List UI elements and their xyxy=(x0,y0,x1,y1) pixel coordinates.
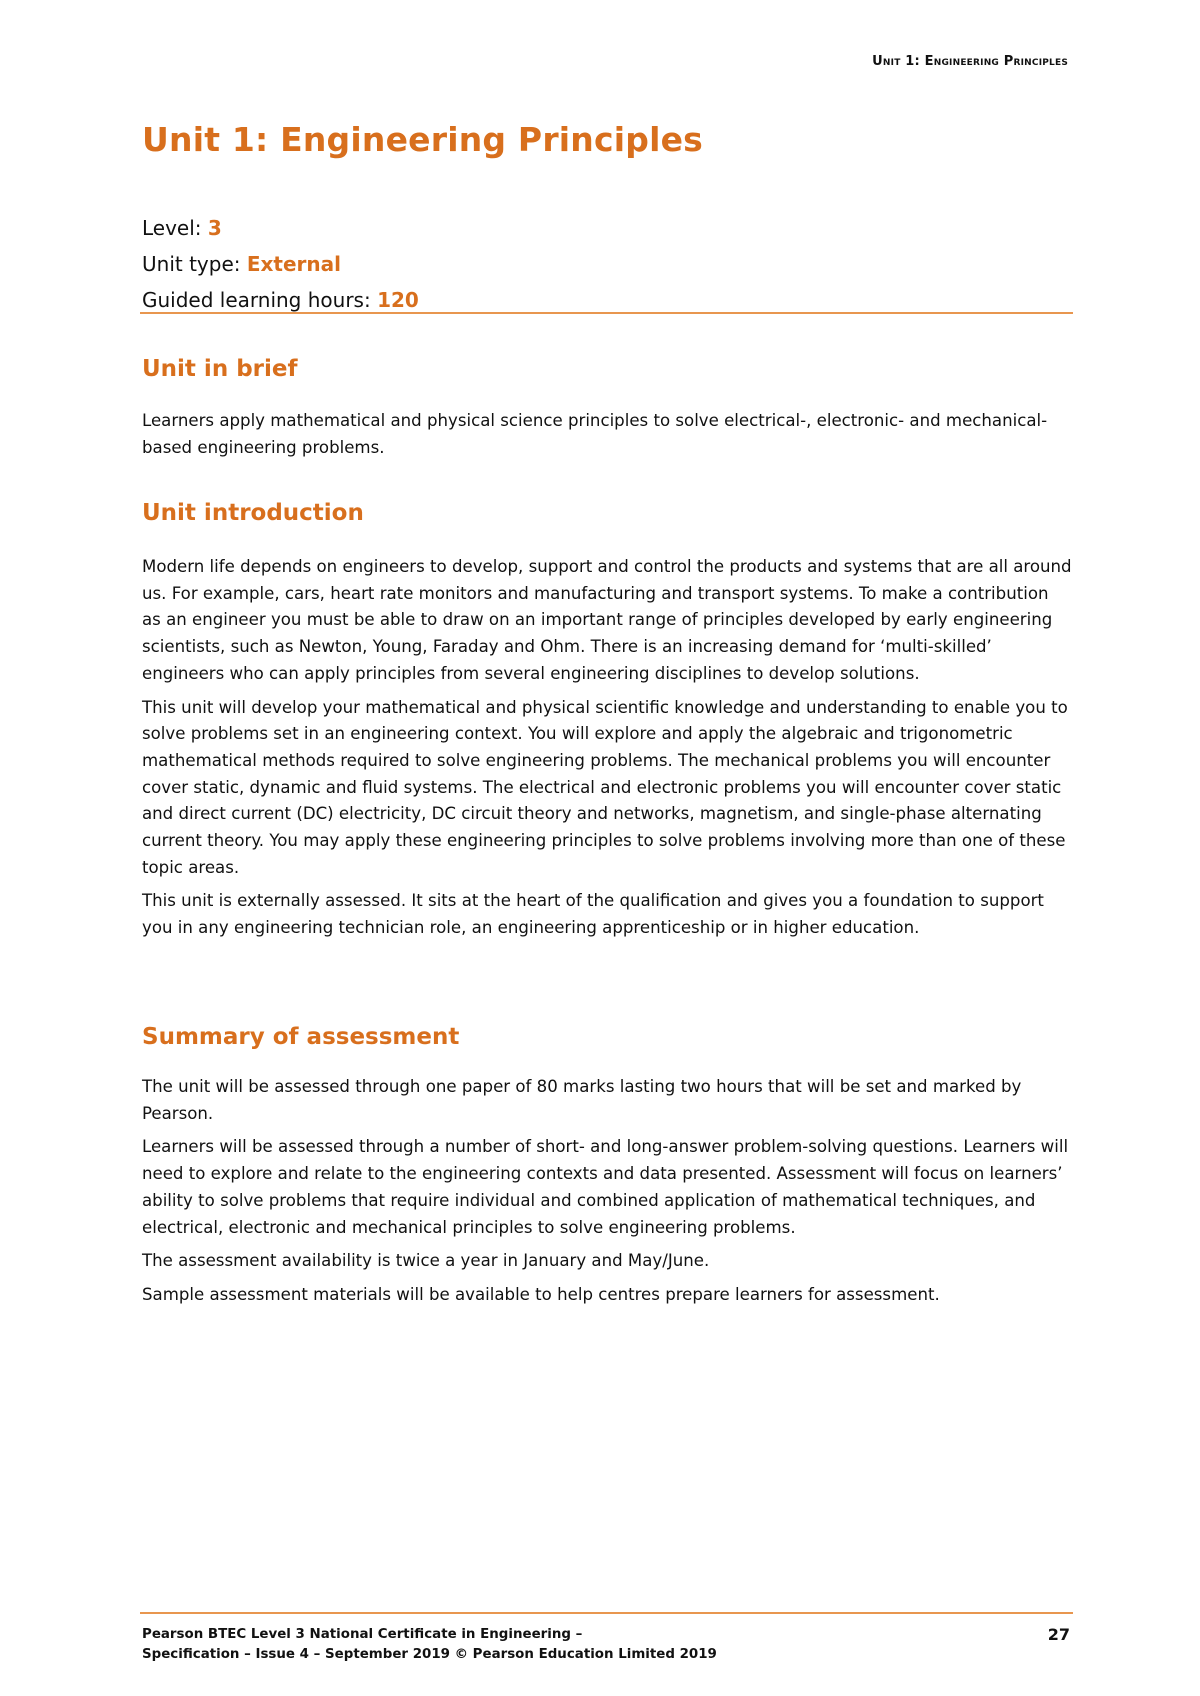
footer-line-2: Specification – Issue 4 – September 2019 © Pearson Education Limited 2019 xyxy=(142,1647,717,1662)
section-heading: Unit in brief xyxy=(142,356,298,382)
page-title: Unit 1: Engineering Principles xyxy=(142,120,704,159)
paragraph: Sample assessment materials will be available to help centres prepare learners for assessment. xyxy=(142,1284,940,1304)
paragraph: The unit will be assessed through one paper of 80 marks lasting two hours that will be set and marked by Pearson. xyxy=(142,1077,1022,1123)
section-heading: Summary of assessment xyxy=(142,1024,460,1050)
meta-divider xyxy=(140,312,1073,314)
meta-unit-type xyxy=(142,246,1072,282)
section-heading: Unit introduction xyxy=(142,500,364,526)
page-footer xyxy=(142,1625,1070,1665)
unit-meta xyxy=(142,210,1072,318)
paragraph: Learners apply mathematical and physical science principles to solve electrical-, electronic- and mechanical-based engineering problems. xyxy=(142,411,1048,457)
meta-level-label: Level: xyxy=(142,216,202,240)
paragraph: Modern life depends on engineers to develop, support and control the products and systems that are all around us. For example, cars, heart rate monitors and manufacturing and transport systems. To make a contribution as an engineer you must be able to draw on an important range of principles developed by early engineering scientists, such as Newton, Young, Faraday and Ohm. There is an increasing demand for ‘multi-skilled’ engineers who can apply principles from several engineering disciplines to develop solutions. xyxy=(142,557,1072,683)
paragraph: This unit is externally assessed. It sits at the heart of the qualification and gives you a foundation to support you in any engineering technician role, an engineering apprenticeship or in higher education. xyxy=(142,891,1044,938)
meta-unit-type-label: Unit type: xyxy=(142,252,241,276)
meta-level-value: 3 xyxy=(207,216,222,240)
footer-divider xyxy=(140,1612,1073,1614)
section-unit-in-brief xyxy=(142,356,1072,468)
running-head: Unit 1: Engineering Principles xyxy=(872,54,1068,69)
meta-level xyxy=(142,210,1072,246)
paragraph: The assessment availability is twice a year in January and May/June. xyxy=(142,1251,710,1271)
page-number: 27 xyxy=(1047,1625,1070,1644)
footer-line-1: Pearson BTEC Level 3 National Certificate in Engineering – xyxy=(142,1627,583,1642)
paragraph: Learners will be assessed through a number of short- and long-answer problem-solving questions. Learners will need to explore and relate to the engineering contexts and data presented. Assessment will focus on learners’ ability to solve problems that require individual and combined application of mathematical techniques, and electrical, electronic and mechanical principles to solve engineering problems. xyxy=(142,1137,1069,1237)
meta-unit-type-value: External xyxy=(246,252,341,276)
paragraph: This unit will develop your mathematical and physical scientific knowledge and understanding to enable you to solve problems set in an engineering context. You will explore and apply the algebraic and trigonometric mathematical methods required to solve engineering problems. The mechanical problems you will encounter cover static, dynamic and fluid systems. The electrical and electronic problems you will encounter cover static and direct current (DC) electricity, DC circuit theory and networks, magnetism, and single-phase alternating current theory. You may apply these engineering principles to solve problems involving more than one of these topic areas. xyxy=(142,697,1068,877)
section-unit-introduction xyxy=(142,500,1072,949)
meta-guided-hours-value: 120 xyxy=(377,288,419,312)
meta-guided-hours-label: Guided learning hours: xyxy=(142,288,371,312)
section-summary-of-assessment xyxy=(142,1024,1072,1316)
